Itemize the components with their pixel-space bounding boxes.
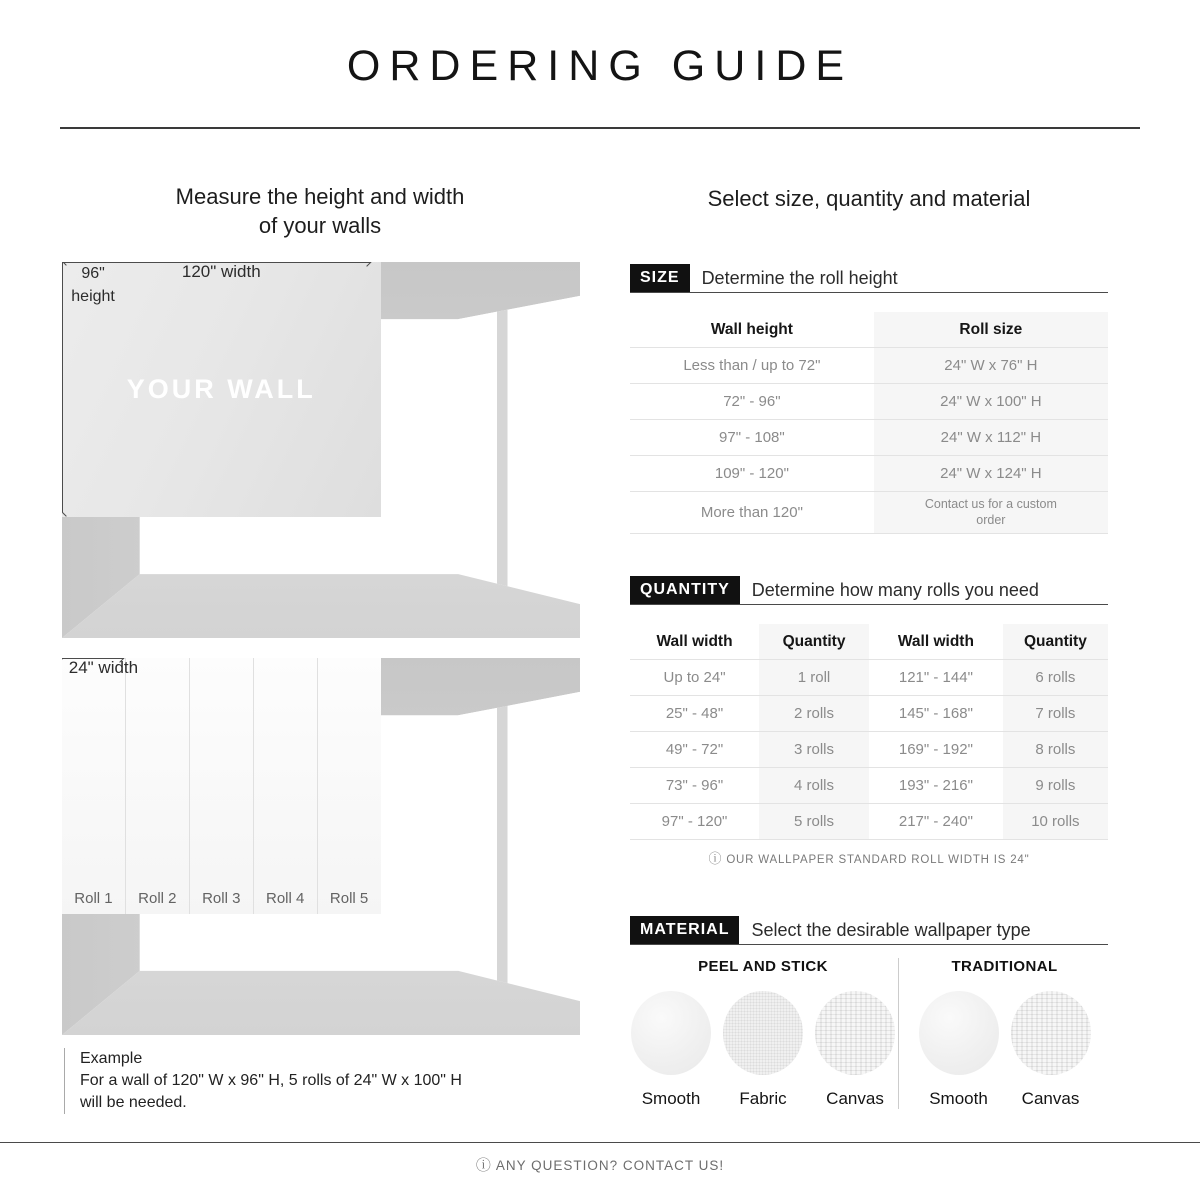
- quantity-cell: 7 rolls: [1003, 696, 1108, 731]
- size-section-header: [630, 264, 1108, 293]
- example-line2: will be needed.: [80, 1094, 187, 1112]
- wall-height-cell: 109" - 120": [714, 465, 789, 482]
- quantity-cell: 1 roll: [759, 660, 869, 695]
- roll-size-cell: 24" W x 112" H: [874, 420, 1108, 455]
- col-quantity: Quantity: [1003, 624, 1108, 659]
- material-group-traditional: [901, 958, 1108, 1109]
- select-heading: Select size, quantity and material: [707, 186, 1031, 211]
- page-title: ORDERING GUIDE: [346, 42, 854, 90]
- footer-text: ANY QUESTION? CONTACT US!: [495, 1158, 725, 1173]
- roll-label: Roll 5: [329, 889, 369, 907]
- wall-height-cell: More than 120": [700, 503, 803, 521]
- table-row: [630, 768, 1108, 804]
- material-label: Smooth: [929, 1089, 988, 1108]
- material-badge: MATERIAL: [630, 916, 739, 944]
- roll-panel-4: [254, 658, 318, 914]
- group-title: PEEL AND STICK: [698, 958, 828, 975]
- size-subtitle: Determine the roll height: [701, 268, 898, 289]
- footer-note: [0, 1154, 1200, 1175]
- roll-label: Roll 4: [265, 889, 305, 907]
- material-groups: [630, 958, 1108, 1109]
- roll-label: Roll 3: [202, 889, 241, 907]
- material-option-canvas: [815, 991, 895, 1109]
- roll-label: Roll 1: [74, 889, 113, 907]
- material-group-peel-and-stick: [630, 958, 896, 1109]
- canvas-swatch: [815, 991, 895, 1075]
- col-quantity: Quantity: [759, 624, 869, 659]
- group-title: TRADITIONAL: [951, 958, 1058, 975]
- col-wall-height: Wall height: [710, 320, 793, 338]
- material-option-fabric: [723, 991, 803, 1109]
- wall-height-cell: 97" - 108": [719, 429, 785, 446]
- wall-height-cell: Less than / up to 72": [683, 357, 821, 374]
- example-line1: For a wall of 120" W x 96" H, 5 rolls of 24" W x 100" H: [80, 1072, 462, 1090]
- info-icon: ⓘ: [708, 851, 723, 866]
- roll-label: Roll 2: [138, 889, 177, 907]
- table-row: [630, 492, 1108, 534]
- table-row: [630, 696, 1108, 732]
- wall-width-cell: 121" - 144": [898, 669, 973, 686]
- quantity-cell: 2 rolls: [759, 696, 869, 731]
- col-wall-width: Wall width: [630, 624, 759, 659]
- height-word: height: [71, 288, 115, 306]
- roll-size-cell: 24" W x 76" H: [874, 348, 1108, 383]
- table-row: [630, 420, 1108, 456]
- size-table-header: [630, 312, 1108, 348]
- fabric-swatch: [723, 991, 803, 1075]
- table-row: [630, 348, 1108, 384]
- material-label: Canvas: [826, 1089, 884, 1108]
- roll-size-cell: 24" W x 100" H: [874, 384, 1108, 419]
- example-title: Example: [80, 1050, 143, 1067]
- quantity-table-header: [630, 624, 1108, 660]
- quantity-cell: 4 rolls: [759, 768, 869, 803]
- wall-width-cell: 97" - 120": [661, 813, 728, 830]
- roll-panel-3: [190, 658, 254, 914]
- quantity-badge: QUANTITY: [630, 576, 740, 604]
- wall-width-cell: 217" - 240": [898, 813, 973, 830]
- height-value: 96": [81, 265, 105, 282]
- quantity-cell: 6 rolls: [1003, 660, 1108, 695]
- material-divider: [898, 958, 899, 1109]
- material-label: Canvas: [1021, 1089, 1080, 1108]
- quantity-cell: 9 rolls: [1003, 768, 1108, 803]
- canvas-swatch: [1011, 991, 1091, 1075]
- measure-heading-line2: of your walls: [258, 213, 382, 239]
- table-row: [630, 804, 1108, 840]
- col-roll-size: Roll size: [874, 312, 1108, 347]
- room-illustration-rolls: [62, 658, 580, 1035]
- quantity-cell: 10 rolls: [1003, 804, 1108, 839]
- table-row: [630, 660, 1108, 696]
- quantity-cell: 5 rolls: [759, 804, 869, 839]
- quantity-cell: 8 rolls: [1003, 732, 1108, 767]
- roll-width-dimension-label: 24" width: [68, 658, 139, 677]
- room-illustration-measure: [62, 262, 580, 638]
- measure-heading-line1: Measure the height and width: [175, 184, 465, 209]
- wall-width-cell: Up to 24": [663, 669, 726, 686]
- col-wall-width: Wall width: [897, 632, 974, 650]
- quantity-subtitle: Determine how many rolls you need: [751, 580, 1039, 601]
- material-section-header: [630, 916, 1108, 945]
- title-divider: [60, 127, 1140, 129]
- wall-width-cell: 169" - 192": [898, 741, 973, 758]
- roll-size-cell: 24" W x 124" H: [874, 456, 1108, 491]
- wall-width-cell: 73" - 96": [665, 777, 724, 794]
- material-option-canvas: [1011, 991, 1091, 1109]
- example-note: [64, 1048, 564, 1114]
- smooth-swatch: [919, 991, 999, 1075]
- info-icon: ⓘ: [475, 1157, 492, 1174]
- table-row: [630, 456, 1108, 492]
- material-label: Smooth: [641, 1089, 701, 1108]
- material-label: Fabric: [739, 1089, 787, 1108]
- your-wall-label: YOUR WALL: [126, 373, 316, 404]
- wall-height-cell: 72" - 96": [723, 393, 781, 410]
- roll-width-note: [630, 848, 1108, 867]
- wall-width-cell: 145" - 168": [898, 705, 973, 722]
- footer-divider: [0, 1142, 1200, 1143]
- wall-width-cell: 49" - 72": [665, 741, 724, 758]
- size-badge: SIZE: [630, 264, 690, 292]
- material-subtitle: Select the desirable wallpaper type: [751, 920, 1031, 941]
- roll-panel-5: [318, 658, 381, 914]
- smooth-swatch: [631, 991, 711, 1075]
- size-table: [630, 312, 1108, 534]
- width-dimension-label: 120" width: [181, 262, 261, 281]
- table-row: [630, 384, 1108, 420]
- quantity-section-header: [630, 576, 1108, 605]
- note-text: OUR WALLPAPER STANDARD ROLL WIDTH IS 24": [726, 854, 1030, 866]
- table-row: [630, 732, 1108, 768]
- roll-size-cell: Contact us for a custom order: [874, 492, 1108, 533]
- quantity-table: [630, 624, 1108, 840]
- wall-width-cell: 193" - 216": [898, 777, 973, 794]
- material-option-smooth: [919, 991, 999, 1109]
- quantity-cell: 3 rolls: [759, 732, 869, 767]
- measure-heading: [60, 182, 580, 240]
- material-option-smooth: [631, 991, 711, 1109]
- wall-width-cell: 25" - 48": [665, 705, 724, 722]
